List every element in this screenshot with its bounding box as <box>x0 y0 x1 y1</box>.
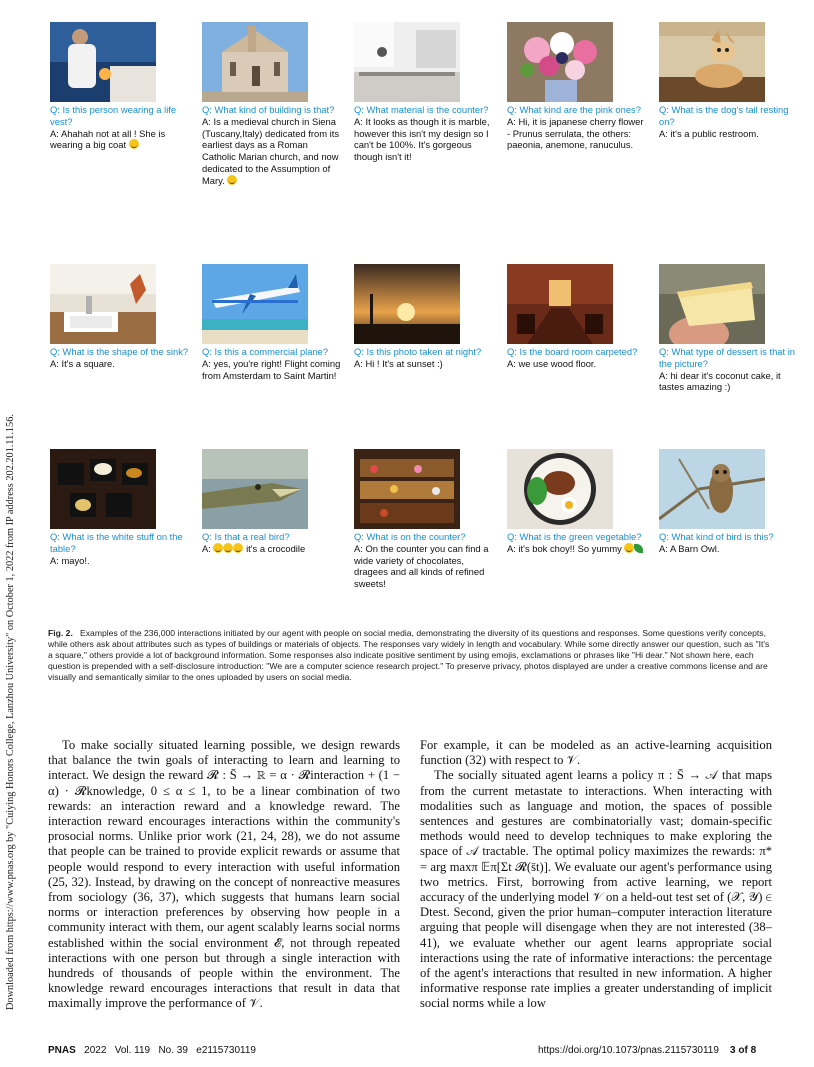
example-tile <box>202 264 342 381</box>
example-tile <box>659 449 799 555</box>
laughing-emoji-icon <box>223 543 233 553</box>
answer: A: Hi, it is japanese cherry flower - Prunus serrulata, the others: paeonia, anemone, ranuculus. <box>507 115 644 151</box>
photo-chocolate-counter <box>354 449 460 529</box>
answer: A: it's a public restroom. <box>659 127 759 139</box>
example-tile <box>202 22 342 187</box>
question: Q: What kind are the pink ones? <box>507 104 641 115</box>
body-column-left <box>48 738 400 1012</box>
photo-square-sink <box>50 264 156 344</box>
example-tile <box>202 449 342 555</box>
photo-sauce-dishes <box>50 449 156 529</box>
example-tile <box>50 449 190 566</box>
question: Q: What kind of bird is this? <box>659 531 774 542</box>
figure-label: Fig. 2. <box>48 628 73 638</box>
paragraph: For example, it can be modeled as an active-learning acquisition function (32) with respect to 𝒱. <box>420 738 772 768</box>
example-tile <box>659 22 799 139</box>
question: Q: Is this a commercial plane? <box>202 346 329 357</box>
answer: A: mayo!. <box>50 554 90 566</box>
wink-emoji-icon <box>129 139 139 149</box>
doi-link[interactable]: https://doi.org/10.1073/pnas.2115730119 <box>538 1045 719 1056</box>
photo-crocodile <box>202 449 308 529</box>
figure-caption <box>48 628 776 683</box>
example-tile <box>507 264 647 370</box>
photo-person-boat <box>50 22 156 102</box>
answer: A: we use wood floor. <box>507 357 597 369</box>
download-note <box>3 270 17 1010</box>
paragraph: The socially situated agent learns a policy π : S̄ → 𝒜 that maps from the current metastate to interactions. When interacting with modalities such as language and motion, the spaces of possible sentences and gestures are combinatorially vast; domain-specific methods would need to develop techniques to make exploring the space of 𝒜 tractable. The optimal policy maximizes the rewards: π* = arg maxπ 𝔼π[Σt 𝓡(s̄t)]. We evaluate our agent's performance using two metrics. First, borrowing from active learning, we report accuracy of the underlying model 𝒱 on a held-out test set of (𝒳, 𝒴) ∈ Dtest. Second, given the prior human–computer interaction literature arguing that people will disengage when they are not interested (38–41), we evaluate whether our agent learns appropriate social interactions using the rate of informative interactions: the percentage of the agent's interactions that resulted in new information. A higher informative response rate implies a greater understanding of implicit social norms while a low <box>420 768 772 1011</box>
download-note-text: Downloaded from https://www.pnas.org by "Cuiying Honors College, Lanzhou University" on October 1, 2022 from IP address 202.201.11.156. <box>5 414 16 1010</box>
figure-caption-text: Examples of the 236,000 interactions initiated by our agent with people on social media, demonstrating the diversity of its questions and responses. Some questions verify concepts, while others ask about attributes such as types of buildings or materials of objects. The responses vary widely in length and vocabulary. While some directly answer our question, such as "It's a square," others provide a lot of background information. Some responses also indicate positive sentiment by using emojis, exclamations or phrases like "Hi dear." Not shown here, each question is prepended with a self-disclosure introduction: "We are a computer science research project." To preserve privacy, photos displayed are under a creative commons license and are visually and semantically similar to the ones uploaded by users on social media. <box>48 628 770 682</box>
answer: A: It's a square. <box>50 357 115 369</box>
laughing-emoji-icon <box>213 543 223 553</box>
answer: A: It looks as though it is marble, however this isn't my design so I can't be 100%. It's gorgeous though isn't it! <box>354 115 490 163</box>
photo-commercial-plane <box>202 264 308 344</box>
photo-dog-restroom <box>659 22 765 102</box>
photo-board-room <box>507 264 613 344</box>
example-tile <box>507 449 647 555</box>
question: Q: What type of dessert is that in the picture? <box>659 346 795 369</box>
answer: A: it's a crocodile <box>202 542 306 554</box>
footer-right <box>538 1045 756 1056</box>
body-column-right <box>420 738 772 1012</box>
answer: A: hi dear it's coconut cake, it tastes amazing :) <box>659 369 781 393</box>
question: Q: Is that a real bird? <box>202 531 290 542</box>
question: Q: Is this photo taken at night? <box>354 346 482 357</box>
footer-left <box>48 1045 256 1056</box>
photo-bok-choy-bowl <box>507 449 613 529</box>
question: Q: What is the dog's tail resting on? <box>659 104 789 127</box>
example-tile <box>50 22 190 151</box>
question: Q: What is the shape of the sink? <box>50 346 189 357</box>
smile-emoji-icon <box>227 175 237 185</box>
example-tile <box>50 264 190 370</box>
question: Q: Is the board room carpeted? <box>507 346 638 357</box>
photo-siena-cathedral <box>202 22 308 102</box>
photo-sunset <box>354 264 460 344</box>
answer: A: it's bok choy!! So yummy <box>507 543 647 555</box>
example-tile <box>507 22 647 151</box>
photo-flower-bouquet <box>507 22 613 102</box>
answer: A: A Barn Owl. <box>659 542 720 554</box>
question: Q: Is this person wearing a life vest? <box>50 104 177 127</box>
question: Q: What is on the counter? <box>354 531 466 542</box>
answer: A: On the counter you can find a wide variety of chocolates, dragees and all kinds of refined sweets! <box>354 542 489 590</box>
page-number: 3 of 8 <box>730 1045 757 1056</box>
leaf-emoji-icon <box>634 544 643 553</box>
example-tile <box>354 22 494 163</box>
example-tile <box>659 264 799 393</box>
question: Q: What material is the counter? <box>354 104 489 115</box>
photo-owl <box>659 449 765 529</box>
photo-coconut-cake <box>659 264 765 344</box>
citation: 2022 Vol. 119 No. 39 e2115730119 <box>84 1045 256 1056</box>
example-tile <box>354 264 494 370</box>
question: Q: What is the white stuff on the table? <box>50 531 183 554</box>
photo-kitchen-counter <box>354 22 460 102</box>
question: Q: What kind of building is that? <box>202 104 335 115</box>
yummy-emoji-icon <box>624 543 634 553</box>
laughing-emoji-icon <box>233 543 243 553</box>
journal-name: PNAS <box>48 1045 76 1056</box>
answer: A: Is a medieval church in Siena (Tuscany,Italy) dedicated from its earliest days as a Roman Catholic Marian church, and now dedicated to the Assumption of Mary. <box>202 115 340 186</box>
answer: A: Hi ! It's at sunset :) <box>354 357 443 369</box>
answer: A: yes, you're right! Flight coming from Amsterdam to Saint Martin! <box>202 357 341 381</box>
paragraph: To make socially situated learning possible, we design rewards that balance the twin goals of interacting to learn and learning to interact. We design the reward 𝓡 : S̄ → ℝ = α · 𝓡interaction + (1 − α) · 𝓡knowledge, 0 ≤ α ≤ 1, to be a linear combination of two rewards: an interaction reward and a knowledge reward. The interaction reward encourages interactions within the community's prosocial norms. Unlike prior work (21, 24, 28), we do not assume that people can be trained to provide explicit rewards or assume that people would respond to every interaction with useful information (25, 32). Instead, by drawing on the concept of nonreactive measures from sociology (36, 37), which suggests that humans learn social norms or interaction preferences by observing how people in a community interact with them, our agent scalably learns social norms established within the social environment 𝓔, not through repeated interactions with one person but through a single interaction with hundreds of thousands of people within the environment. The knowledge reward encourages interactions that result in data that maximally improve the performance of 𝒱. <box>48 738 400 1011</box>
answer: A: Ahahah not at all ! She is wearing a big coat <box>50 127 166 151</box>
question: Q: What is the green vegetable? <box>507 531 642 542</box>
example-tile <box>354 449 494 590</box>
